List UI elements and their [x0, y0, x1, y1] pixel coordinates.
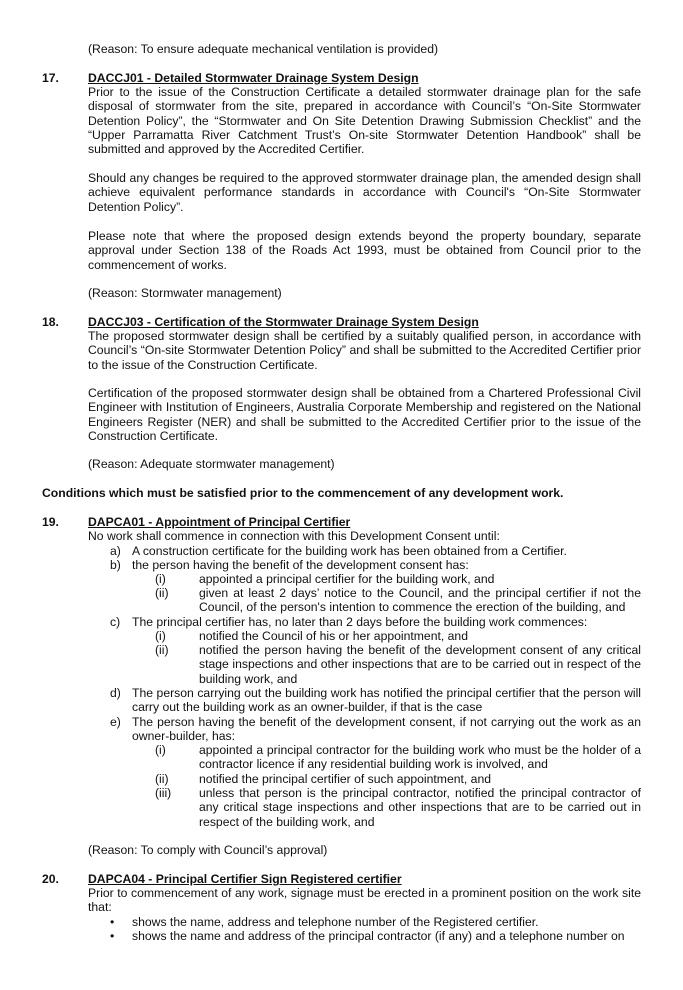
- item-e-i-label: (i): [155, 743, 166, 757]
- condition-17-title: DACCJ01 - Detailed Stormwater Drainage System Design: [88, 71, 419, 85]
- condition-17-paragraph-3: Please note that where the proposed design extends beyond the property boundary, separate approval under Section 138 of the Roads Act 1993, must be obtained from Council prior to the commencement of works.: [88, 229, 641, 272]
- condition-19-title: DAPCA01 - Appointment of Principal Certifier: [88, 515, 351, 529]
- condition-19-reason: (Reason: To comply with Council’s approval): [88, 843, 328, 857]
- item-c-label: c): [110, 615, 121, 629]
- item-e-ii-text: notified the principal certifier of such appointment, and: [199, 772, 491, 786]
- item-b-i-text: appointed a principal certifier for the building work, and: [199, 572, 495, 586]
- item-e-iii-text: unless that person is the principal contractor, notified the principal contractor of any critical stage inspections and other inspections that are to be carried out in respect of the building work, and: [199, 786, 641, 829]
- condition-20-intro: Prior to commencement of any work, signage must be erected in a prominent position on the work site that:: [88, 886, 641, 915]
- condition-17-paragraph-2: Should any changes be required to the approved stormwater drainage plan, the amended design shall achieve equivalent performance standards in accordance with Council's “On-Site Stormwater Detention Policy”.: [88, 171, 641, 214]
- item-a-label: a): [110, 544, 121, 558]
- condition-19-number: 19.: [42, 515, 59, 529]
- bullet-1-text: shows the name, address and telephone number of the Registered certifier.: [132, 915, 539, 929]
- bullet-2-text: shows the name and address of the principal contractor (if any) and a telephone number on: [132, 929, 625, 943]
- item-e-i-text: appointed a principal contractor for the building work who must be the holder of a contractor licence if any residential building work is involved, and: [199, 743, 641, 772]
- item-b-text: the person having the benefit of the development consent has:: [132, 558, 469, 572]
- item-e-iii-label: (iii): [155, 786, 172, 800]
- top-reason: (Reason: To ensure adequate mechanical ventilation is provided): [88, 42, 439, 56]
- bullet-1-marker: •: [110, 915, 115, 929]
- item-b-ii-text: given at least 2 days’ notice to the Council, and the principal certifier if not the Council, of the person's intention to commence the erection of the building, and: [199, 586, 641, 615]
- item-a-text: A construction certificate for the building work has been obtained from a Certifier.: [132, 544, 567, 558]
- item-b-label: b): [110, 558, 121, 572]
- condition-17-paragraph-1: Prior to the issue of the Construction Certificate a detailed stormwater drainage plan for the safe disposal of stormwater from the site, prepared in accordance with Council’s “On-Site Stormwater Detention Policy”, the “Stormwater and On Site Detention Drawing Submission Checklist” and the “Upper Parramatta River Catchment Trust’s On-site Stormwater Detention Handbook” shall be submitted and approved by the Accredited Certifier.: [88, 85, 641, 157]
- condition-17-reason: (Reason: Stormwater management): [88, 286, 282, 300]
- bullet-2-marker: •: [110, 929, 115, 943]
- item-b-i-label: (i): [155, 572, 166, 586]
- item-c-ii-label: (ii): [155, 643, 169, 657]
- item-c-i-text: notified the Council of his or her appointment, and: [199, 629, 468, 643]
- item-e-label: e): [110, 715, 121, 729]
- condition-17-number: 17.: [42, 71, 59, 85]
- item-c-ii-text: notified the person having the benefit of the development consent of any critical stage inspections and other inspections that are to be carried out in respect of the building work, and: [199, 643, 641, 686]
- item-c-text: The principal certifier has, no later than 2 days before the building work commences:: [132, 615, 588, 629]
- condition-20-title: DAPCA04 - Principal Certifier Sign Registered certifier: [88, 872, 402, 886]
- condition-18-paragraph-2: Certification of the proposed stormwater design shall be obtained from a Chartered Professional Civil Engineer with Institution of Engineers, Australia Corporate Membership and registered on the National Engineers Register (NER) and shall be submitted to the Accredited Certifier prior to the issue of the Construction Certificate.: [88, 386, 641, 443]
- item-e-text: The person having the benefit of the development consent, if not carrying out the work as an owner-builder, has:: [132, 715, 641, 744]
- condition-19-intro: No work shall commence in connection with this Development Consent until:: [88, 529, 500, 543]
- item-b-ii-label: (ii): [155, 586, 169, 600]
- condition-18-number: 18.: [42, 315, 59, 329]
- condition-18-reason: (Reason: Adequate stormwater management): [88, 457, 335, 471]
- section-heading: Conditions which must be satisfied prior to the commencement of any development work.: [42, 486, 564, 500]
- item-c-i-label: (i): [155, 629, 166, 643]
- condition-20-number: 20.: [42, 872, 59, 886]
- item-e-ii-label: (ii): [155, 772, 169, 786]
- item-d-text: The person carrying out the building work has notified the principal certifier that the person will carry out the building work as an owner-builder, if that is the case: [132, 686, 641, 715]
- item-d-label: d): [110, 686, 121, 700]
- condition-18-title: DACCJ03 - Certification of the Stormwater Drainage System Design: [88, 315, 479, 329]
- condition-18-paragraph-1: The proposed stormwater design shall be certified by a suitably qualified person, in accordance with Council’s “On-site Stormwater Detention Policy” and shall be submitted to the Accredited Certifier prior to the issue of the Construction Certificate.: [88, 329, 641, 372]
